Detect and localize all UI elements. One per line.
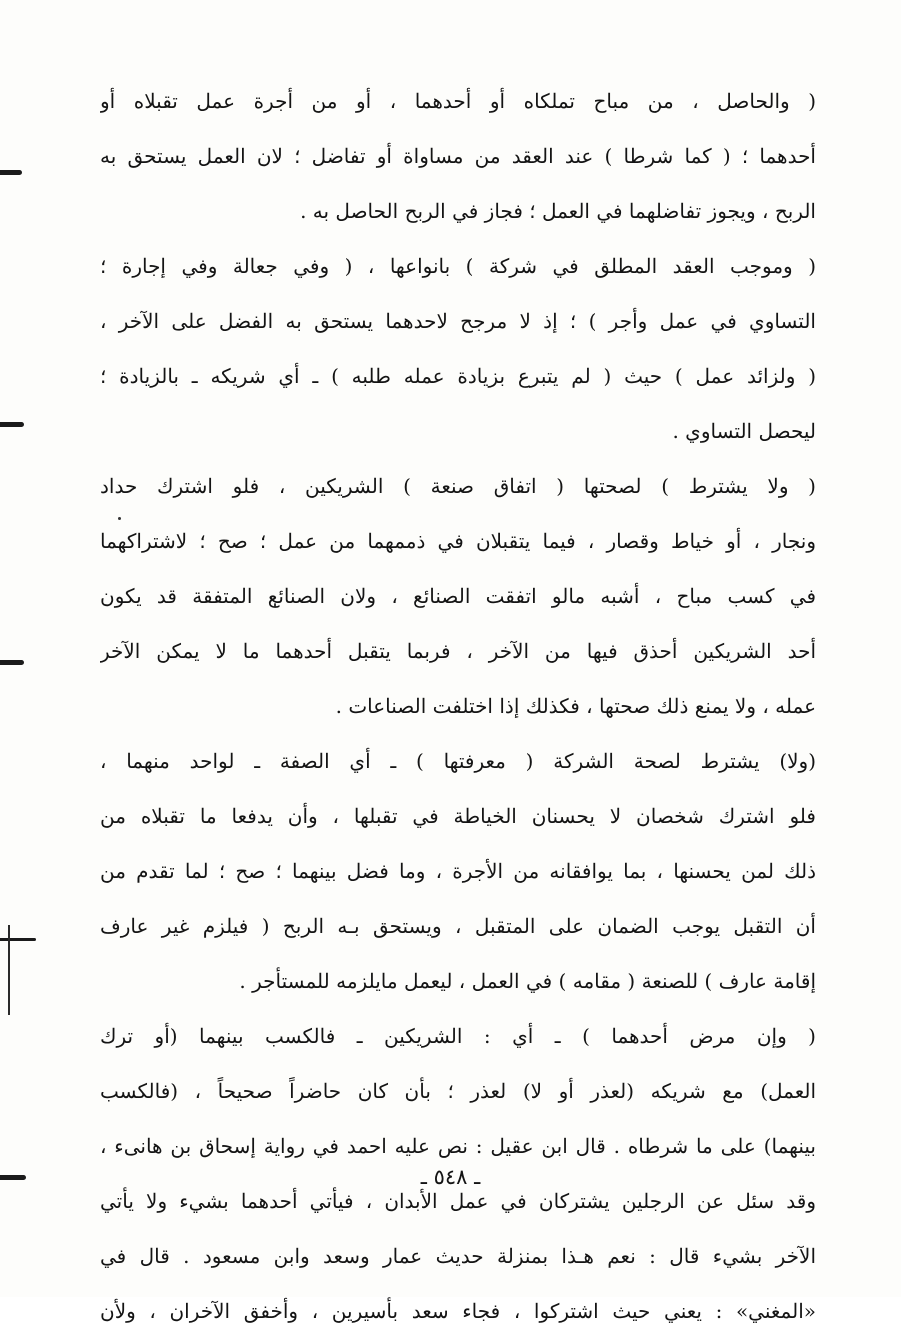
text-line: ونجار ، أو خياط وقصار ، فيما يتقبلان في ذممهما من عمل ؛ صح ؛ لاشتراكهما xyxy=(100,529,816,553)
text-line: أحدهما ؛ ( كما شرطا ) عند العقد من مساواة أو تفاضل ؛ لان العمل يستحق به xyxy=(100,144,816,168)
text-line: في كسب مباح ، أشبه مالو اتفقت الصنائع ، ولان الصنائع المتفقة قد يكون xyxy=(100,584,816,608)
text-line: بينهما) على ما شرطاه . قال ابن عقيل : نص عليه احمد في رواية إسحاق بن هانىء ، xyxy=(100,1134,816,1158)
text-line: وقد سئل عن الرجلين يشتركان في عمل الأبدان ، فيأتي أحدهما بشيء ولا يأتي xyxy=(100,1189,816,1213)
text-line: ( ولا يشترط ) لصحتها ( اتفاق صنعة ) الشريكين ، فلو اشترك حداد xyxy=(100,474,816,498)
text-line: ( وإن مرض أحدهما ) ـ أي : الشريكين ـ فالكسب بينهما (أو ترك xyxy=(100,1024,816,1048)
text-line: العمل) مع شريكه (لعذر أو لا) لعذر ؛ بأن كان حاضراً صحيحاً ، (فالكسب xyxy=(100,1079,816,1103)
page-number: ـ ٥٤٨ ـ xyxy=(420,1165,481,1189)
text-line: ( والحاصل ، من مباح تملكاه أو أحدهما ، أو من أجرة عمل تقبلاه أو xyxy=(100,89,816,113)
text-line: التساوي في عمل وأجر ) ؛ إذ لا مرجح لاحدهما يستحق به الفضل على الآخر ، xyxy=(100,309,816,333)
text-line: ذلك لمن يحسنها ، بما يوافقانه من الأجرة ، وما فضل بينهما ؛ صح ؛ لما تقدم من xyxy=(100,859,816,883)
text-line: الآخر بشيء قال : نعم هـذا بمنزلة حديث عمار وسعد وابن مسعود . قال في xyxy=(100,1244,816,1268)
text-line: الربح ، ويجوز تفاضلهما في العمل ؛ فجاز في الربح الحاصل به . xyxy=(300,199,816,223)
text-line: «المغني» : يعني حيث اشتركوا ، فجاء سعد بأسيرين ، وأخفق الآخران ، ولأن xyxy=(100,1299,816,1323)
body-text xyxy=(100,74,816,1339)
text-line: إقامة عارف ) للصنعة ( مقامه ) في العمل ، ليعمل مايلزمه للمستأجر . xyxy=(239,969,816,993)
scan-mark xyxy=(0,422,24,427)
text-line: فلو اشترك شخصان لا يحسنان الخياطة في تقبلها ، وأن يدفعا ما تقبلاه من xyxy=(100,804,816,828)
scan-line xyxy=(8,925,10,1015)
text-line: (ولا) يشترط لصحة الشركة ( معرفتها ) ـ أي الصفة ـ لواحد منهما ، xyxy=(100,749,816,773)
text-line: ليحصل التساوي . xyxy=(672,419,816,443)
scan-mark xyxy=(0,938,36,941)
text-line: ( وموجب العقد المطلق في شركة ) بانواعها ، ( وفي جعالة وفي إجارة ؛ xyxy=(100,254,816,278)
text-line: ( ولزائد عمل ) حيث ( لم يتبرع بزيادة عمله طلبه ) ـ أي شريكه ـ بالزيادة ؛ xyxy=(100,364,816,388)
text-line: عمله ، ولا يمنع ذلك صحتها ، فكذلك إذا اختلفت الصناعات . xyxy=(335,694,816,718)
scan-mark xyxy=(0,660,24,665)
text-line: أحد الشريكين أحذق فيها من الآخر ، فربما يتقبل أحدهما ما لا يمكن الآخر xyxy=(100,639,816,663)
scan-mark xyxy=(0,170,22,175)
text-line: أن التقبل يوجب الضمان على المتقبل ، ويستحق بـه الربح ( فيلزم غير عارف xyxy=(100,914,816,938)
